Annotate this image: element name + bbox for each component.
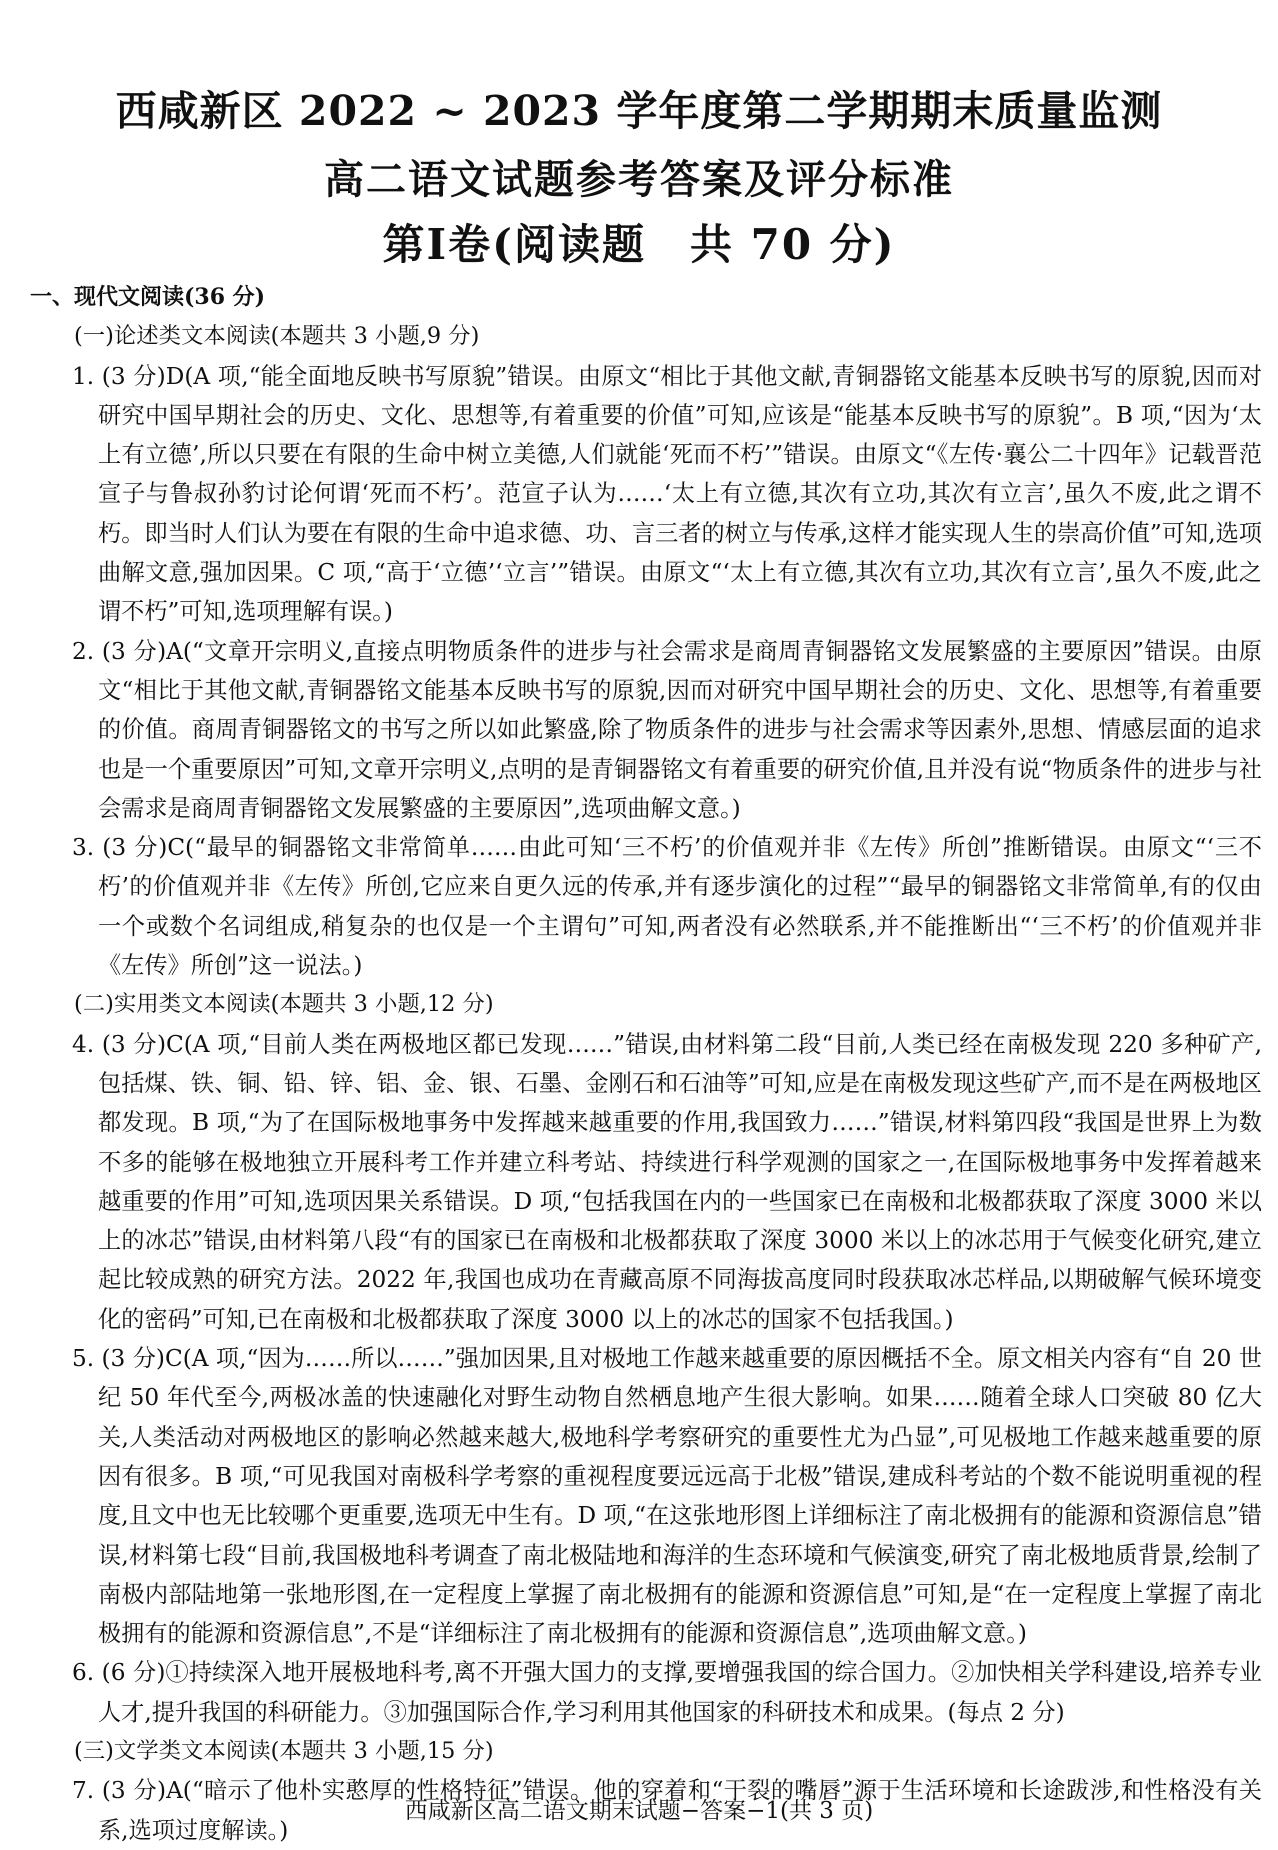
answer-item: 5. (3 分)C(A 项,“因为……所以……”强加因果,且对极地工作越来越重要的原因概括不全。原文相关内容有“自 20 世纪 50 年代至今,两极冰盖的快速融化对野生动物自然栖息地产生很大影响。如果……随着全球人口突破 80 亿大关,人类活动对两极地区的影响必然越来越大,极地科学考察研究的重要性尤为凸显”,可见极地工作越来越重要的原因有很多。B 项,“可见我国对南极科学考察的重视程度要远远高于北极”错误,建成科考站的个数不能说明重视的程度,且文中也无比较哪个更重要,选项无中生有。D 项,“在这张地形图上详细标注了南北极拥有的能源和资源信息”错误,材料第七段“目前,我国极地科考调查了南北极陆地和海洋的生态环境和气候演变,研究了南北极地质背景,绘制了南极内部陆地第一张地形图,在一定程度上掌握了南北极拥有的能源和资源信息”可知,是“在一定程度上掌握了南北极拥有的能源和资源信息”,不是“详细标注了南北极拥有的能源和资源信息”,选项曲解文意。) <box>72 1345 1262 1648</box>
document-title: 高二语文试题参考答案及评分标准 <box>324 156 954 203</box>
page-footer: 西咸新区高二语文期末试题−答案−1(共 3 页) <box>404 1798 874 1824</box>
subsection-heading: (二)实用类文本阅读(本题共 3 小题,12 分) <box>74 991 494 1018</box>
part-title-score: 共 70 分) <box>689 220 896 269</box>
part-title-name: 第Ⅰ卷(阅读题 <box>382 220 646 269</box>
answer-item: 2. (3 分)A(“文章开宗明义,直接点明物质条件的进步与社会需求是商周青铜器铭文发展繁盛的主要原因”错误。由原文“相比于其他文献,青铜器铭文能基本反映书写的原貌,因而对研究中国早期社会的历史、文化、思想等,有着重要的价值。商周青铜器铭文的书写之所以如此繁盛,除了物质条件的进步与社会需求等因素外,思想、情感层面的追求也是一个重要原因”可知,文章开宗明义,点明的是青铜器铭文有着重要的研究价值,且并没有说“物质条件的进步与社会需求是商周青铜器铭文发展繁盛的主要原因”,选项曲解文意。) <box>72 637 1262 822</box>
answer-item: 1. (3 分)D(A 项,“能全面地反映书写原貌”错误。由原文“相比于其他文献,青铜器铭文能基本反映书写的原貌,因而对研究中国早期社会的历史、文化、思想等,有着重要的价值”可知,应该是“能基本反映书写的原貌”。B 项,“因为‘太上有立德’,所以只要在有限的生命中树立美德,人们就能‘死而不朽’”错误。由原文“《左传·襄公二十四年》记载晋范宣子与鲁叔孙豹讨论何谓‘死而不朽’。范宣子认为……‘太上有立德,其次有立功,其次有立言’,虽久不废,此之谓不朽。即当时人们认为要在有限的生命中追求德、功、言三者的树立与传承,这样才能实现人生的崇高价值”可知,选项曲解文意,强加因果。C 项,“高于‘立德’‘立言’”错误。由原文“‘太上有立德,其次有立功,其次有立言’,虽久不废,此之谓不朽”可知,选项理解有误。) <box>72 362 1262 626</box>
answer-item: 3. (3 分)C(“最早的铜器铭文非常简单……由此可知‘三不朽’的价值观并非《左传》所创”推断错误。由原文“‘三不朽’的价值观并非《左传》所创,它应来自更久远的传承,并有逐步演化的过程”“最早的铜器铭文非常简单,有的仅由一个或数个名词组成,稍复杂的也仅是一个主谓句”可知,两者没有必然联系,并不能推断出“‘三不朽’的价值观并非《左传》所创”这一说法。) <box>72 834 1262 980</box>
subsection-heading: (三)文学类文本阅读(本题共 3 小题,15 分) <box>74 1737 494 1764</box>
part-title <box>0 212 1278 272</box>
section-heading: 一、现代文阅读(36 分) <box>30 284 266 310</box>
answer-body <box>30 278 1262 1850</box>
exam-title: 西咸新区 2022 ~ 2023 学年度第二学期期末质量监测 <box>115 87 1163 135</box>
answer-item: 4. (3 分)C(A 项,“目前人类在两极地区都已发现……”错误,由材料第二段“目前,人类已经在南极发现 220 多种矿产,包括煤、铁、铜、铅、锌、铝、金、银、石墨、金刚石和石油等”可知,应是在南极发现这些矿产,而不是在两极地区都发现。B 项,“为了在国际极地事务中发挥越来越重要的作用,我国致力……”错误,材料第四段“我国是世界上为数不多的能够在极地独立开展科考工作并建立科考站、持续进行科学观测的国家之一,在国际极地事务中发挥着越来越重要的作用”可知,选项因果关系错误。D 项,“包括我国在内的一些国家已在南极和北极都获取了深度 3000 米以上的冰芯”错误,由材料第八段“有的国家已在南极和北极都获取了深度 3000 米以上的冰芯用于气候变化研究,建立起比较成熟的研究方法。2022 年,我国也成功在青藏高原不同海拔高度同时段获取冰芯样品,以期破解气候环境变化的密码”可知,已在南极和北极都获取了深度 3000 以上的冰芯的国家不包括我国。) <box>72 1030 1262 1333</box>
answer-item: 7. (3 分)A(“暗示了他朴实憨厚的性格特征”错误。他的穿着和“干裂的嘴唇”源于生活环境和长途跋涉,和性格没有关系,选项过度解读。) <box>72 1777 1262 1844</box>
subsection-heading: (一)论述类文本阅读(本题共 3 小题,9 分) <box>74 323 480 350</box>
answer-item: 6. (6 分)①持续深入地开展极地科考,离不开强大国力的支撑,要增强我国的综合国力。②加快相关学科建设,培养专业人才,提升我国的科研能力。③加强国际合作,学习利用其他国家的科研技术和成果。(每点 2 分) <box>72 1659 1262 1726</box>
